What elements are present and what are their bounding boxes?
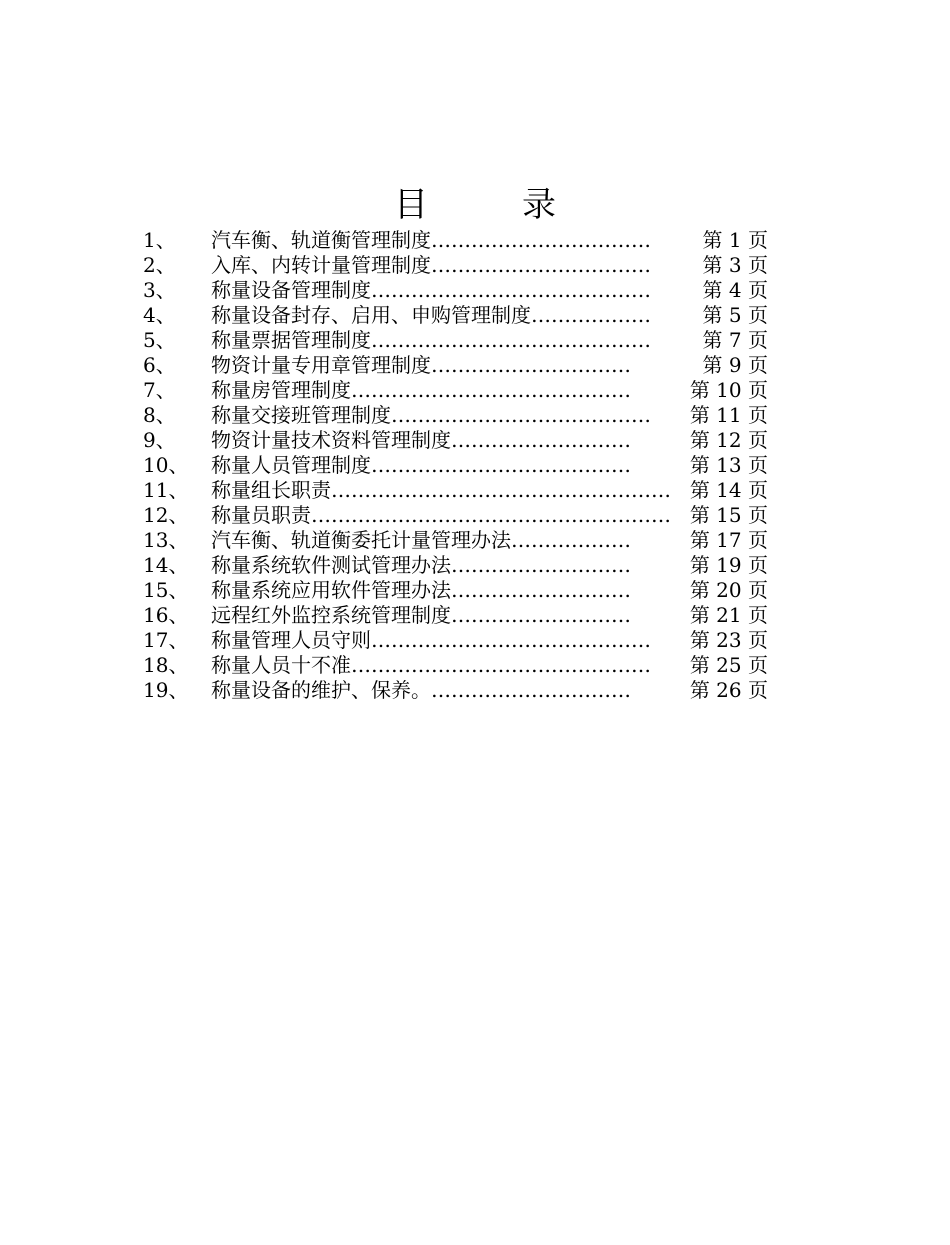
toc-entry-label: 称量系统应用软件管理办法……………………… (211, 578, 631, 602)
toc-entry-number: 11、 (143, 478, 189, 502)
page-title: 目 录 (394, 185, 586, 225)
toc-entry-page: 第 25 页 (689, 653, 768, 677)
toc-entry (143, 603, 768, 628)
toc-entry-label: 称量房管理制度…………………………………… (211, 378, 631, 402)
toc-entry (143, 303, 768, 328)
toc-entry-number: 2、 (143, 253, 176, 277)
toc-list (143, 228, 768, 703)
toc-entry-page: 第 10 页 (689, 378, 768, 402)
toc-entry-page: 第 23 页 (689, 628, 768, 652)
toc-entry-number: 16、 (143, 603, 189, 627)
toc-entry (143, 503, 768, 528)
toc-entry-label: 称量人员管理制度………………………………… (211, 453, 631, 477)
toc-entry-number: 19、 (143, 678, 189, 702)
toc-entry-label: 称量交接班管理制度………………………………… (211, 403, 651, 427)
toc-entry (143, 528, 768, 553)
toc-entry-page: 第 7 页 (702, 328, 768, 352)
toc-entry-label: 称量管理人员守则…………………………………… (211, 628, 651, 652)
toc-entry-label: 远程红外监控系统管理制度……………………… (211, 603, 631, 627)
toc-entry-number: 1、 (143, 228, 176, 252)
toc-entry-page: 第 13 页 (689, 453, 768, 477)
toc-entry-label: 物资计量技术资料管理制度……………………… (211, 428, 631, 452)
toc-entry-number: 6、 (143, 353, 176, 377)
toc-entry-number: 10、 (143, 453, 189, 477)
toc-entry-label: 称量组长职责…………………………………………… (211, 478, 671, 502)
toc-entry-number: 8、 (143, 403, 176, 427)
toc-entry-page: 第 11 页 (689, 403, 768, 427)
toc-entry-page: 第 4 页 (702, 278, 768, 302)
toc-entry (143, 678, 768, 703)
toc-entry-number: 3、 (143, 278, 176, 302)
toc-entry-page: 第 12 页 (689, 428, 768, 452)
toc-entry-number: 5、 (143, 328, 176, 352)
toc-entry-label: 称量设备管理制度…………………………………… (211, 278, 651, 302)
toc-entry (143, 478, 768, 503)
toc-entry-page: 第 21 页 (689, 603, 768, 627)
toc-entry-number: 15、 (143, 578, 189, 602)
toc-entry-label: 称量系统软件测试管理办法……………………… (211, 553, 631, 577)
toc-entry (143, 328, 768, 353)
toc-entry-number: 4、 (143, 303, 176, 327)
toc-entry (143, 653, 768, 678)
toc-entry (143, 453, 768, 478)
toc-entry-number: 12、 (143, 503, 189, 527)
toc-entry (143, 553, 768, 578)
toc-entry-page: 第 15 页 (689, 503, 768, 527)
toc-entry-label: 物资计量专用章管理制度………………………… (211, 353, 631, 377)
toc-entry-number: 18、 (143, 653, 189, 677)
toc-entry (143, 403, 768, 428)
toc-entry-label: 称量员职责……………………………………………… (211, 503, 671, 527)
toc-entry-label: 称量人员十不准……………………………………… (211, 653, 651, 677)
toc-entry-number: 7、 (143, 378, 176, 402)
toc-entry-number: 14、 (143, 553, 189, 577)
toc-entry (143, 628, 768, 653)
toc-entry-page: 第 20 页 (689, 578, 768, 602)
toc-entry (143, 578, 768, 603)
toc-entry (143, 278, 768, 303)
toc-entry-page: 第 1 页 (702, 228, 768, 252)
toc-entry (143, 378, 768, 403)
toc-entry-page: 第 9 页 (702, 353, 768, 377)
toc-entry-page: 第 5 页 (702, 303, 768, 327)
toc-entry-label: 汽车衡、轨道衡管理制度…………………………… (211, 228, 651, 252)
toc-entry-label: 称量设备的维护、保养。………………………… (211, 678, 631, 702)
toc-entry (143, 428, 768, 453)
toc-entry-label: 称量设备封存、启用、申购管理制度……………… (211, 303, 651, 327)
toc-entry (143, 253, 768, 278)
toc-entry-number: 17、 (143, 628, 189, 652)
toc-entry-page: 第 19 页 (689, 553, 768, 577)
toc-entry-number: 13、 (143, 528, 189, 552)
toc-entry (143, 228, 768, 253)
toc-entry-page: 第 14 页 (689, 478, 768, 502)
toc-entry-page: 第 17 页 (689, 528, 768, 552)
toc-entry-label: 汽车衡、轨道衡委托计量管理办法……………… (211, 528, 631, 552)
toc-entry (143, 353, 768, 378)
toc-entry-page: 第 3 页 (702, 253, 768, 277)
toc-entry-number: 9、 (143, 428, 176, 452)
toc-entry-label: 入库、内转计量管理制度…………………………… (211, 253, 651, 277)
toc-entry-page: 第 26 页 (689, 678, 768, 702)
toc-entry-label: 称量票据管理制度…………………………………… (211, 328, 651, 352)
